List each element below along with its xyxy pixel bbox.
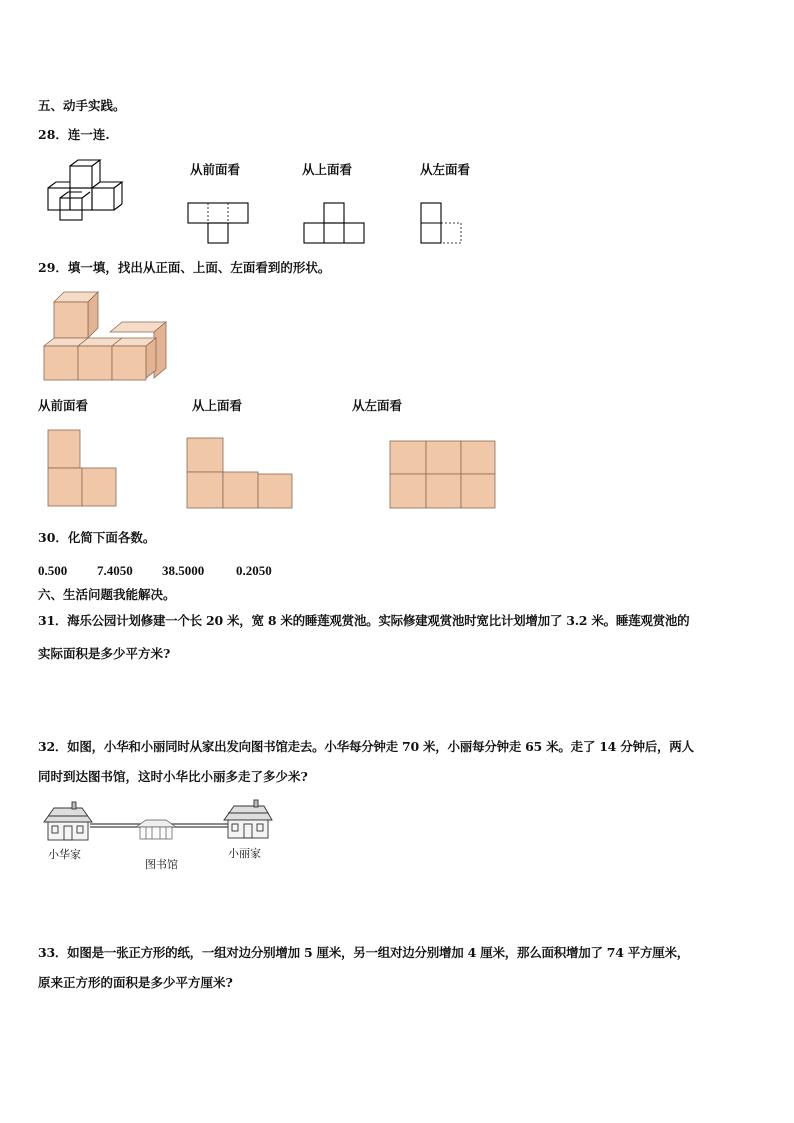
q28-stem: 28．连一连. — [38, 127, 110, 142]
section-6-title: 六、生活问题我能解决。 — [38, 587, 176, 602]
q31-line-1: 31．海乐公园计划修建一个长 20 米，宽 8 米的睡莲观赏池。实际修建观赏池时宽比计划增加了 3.2 米。睡莲观赏池的 — [38, 613, 690, 628]
q28-view-left — [421, 203, 465, 245]
q29-stem: 29．填一填，找出从正面、上面、左面看到的形状。 — [38, 260, 331, 275]
q28-view-front — [188, 203, 252, 245]
place-label-library: 图书馆 — [145, 858, 178, 871]
q30-number: 7.4050 — [97, 563, 133, 578]
xiaoli-house-icon — [224, 800, 272, 838]
place-label-xiaoli-home: 小丽家 — [228, 847, 261, 860]
q33-line-2: 原来正方形的面积是多少平方厘米? — [38, 975, 233, 990]
q28-label-top: 从上面看 — [302, 162, 353, 177]
q31-line-2: 实际面积是多少平方米? — [38, 646, 171, 661]
q28-label-left: 从左面看 — [420, 162, 471, 177]
q28-label-front: 从前面看 — [190, 162, 241, 177]
q29-view-left — [390, 441, 498, 511]
q30-number: 0.500 — [38, 563, 68, 578]
q32-line-1: 32．如图，小华和小丽同时从家出发向图书馆走去。小华每分钟走 70 米，小丽每分钟走 65 米。走了 14 分钟后，两人 — [38, 739, 694, 754]
section-5-title: 五、动手实践。 — [38, 98, 126, 113]
q29-view-front — [48, 430, 120, 510]
library-icon — [136, 820, 176, 839]
q29-label-left: 从左面看 — [352, 398, 403, 413]
q30-number: 0.2050 — [236, 563, 272, 578]
q32-line-2: 同时到达图书馆，这时小华比小丽多走了多少米? — [38, 769, 308, 784]
q28-solid-figure — [40, 160, 140, 222]
q30-stem: 30．化简下面各数。 — [38, 530, 156, 545]
xiaohua-house-icon — [44, 802, 92, 840]
q29-label-top: 从上面看 — [192, 398, 243, 413]
q30-number: 38.5000 — [162, 563, 205, 578]
q28-view-top — [304, 203, 368, 245]
q29-view-top — [187, 438, 295, 510]
q29-cube-stack — [44, 290, 170, 382]
q33-line-1: 33．如图是一张正方形的纸，一组对边分别增加 5 厘米，另一组对边分别增加 4 厘米，那么面积增加了 74 平方厘米， — [38, 945, 690, 960]
place-label-xiaohua-home: 小华家 — [48, 848, 81, 861]
q29-label-front: 从前面看 — [38, 398, 89, 413]
